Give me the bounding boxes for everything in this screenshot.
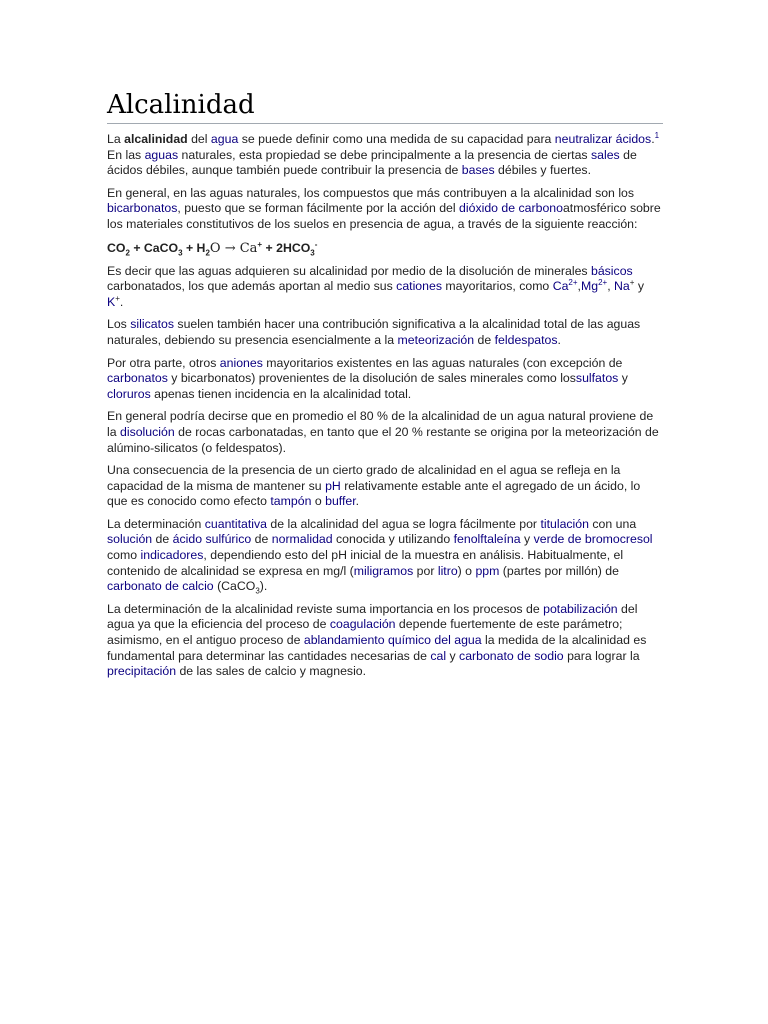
link-silicatos[interactable]: silicatos (130, 317, 174, 332)
page-title: Alcalinidad (107, 88, 663, 124)
text: , dependiendo esto del pH inicial de la muestra en análisis. Habitualmente, el contenido de alcalinidad se expresa en mg/l ( (107, 548, 624, 578)
formula-text: + H (182, 240, 206, 255)
text: . (557, 332, 561, 347)
superscript: 2+ (568, 278, 578, 288)
text: o (311, 494, 326, 509)
text: Una consecuencia de la presencia de un cierto grado de alcalinidad en el agua se refleja en la capacidad de la misma de mantener su (107, 463, 621, 493)
link-cloruros[interactable]: cloruros (107, 386, 151, 401)
text: y (520, 532, 534, 547)
link-coagulacion[interactable]: coagulación (329, 617, 396, 632)
text: . (355, 494, 360, 509)
text: apenas tienen incidencia en la alcalinidad total. (150, 386, 412, 401)
link-dioxido-de-carbono[interactable]: dióxido de carbono (459, 201, 563, 216)
link-feldespatos[interactable]: feldespatos (494, 332, 558, 347)
link-sales[interactable]: sales (591, 147, 620, 162)
link-aniones[interactable]: aniones (219, 355, 263, 370)
text: La (107, 132, 125, 146)
formula-text: O → Ca (209, 240, 258, 256)
reference-link[interactable]: 1 (654, 130, 660, 140)
link-tampon[interactable]: tampón (270, 494, 312, 509)
chemical-equation (107, 240, 663, 257)
text: , (577, 279, 581, 294)
paragraph-aniones (107, 356, 663, 403)
text: depende fuertemente de este parámetro; asimismo, en el antiguo proceso de (107, 617, 623, 648)
text: de rocas carbonatadas, en tanto que el 20 % restante se origina por la meteorización de alúmino-silicatos (o feldespatos). (107, 424, 659, 455)
link-titulacion[interactable]: titulación (540, 516, 589, 531)
link-miligramos[interactable]: miligramos (353, 563, 414, 578)
subscript: 3 (178, 248, 183, 258)
text: con una (588, 516, 637, 531)
formula-text: CO (107, 240, 126, 255)
link-cuantitativa[interactable]: cuantitativa (204, 516, 267, 531)
superscript: + (115, 293, 120, 303)
paragraph-compuestos (107, 186, 663, 233)
text: En general podría decirse que en promedio el 80 % de la alcalinidad de un agua natural proviene de la (107, 409, 654, 439)
text: y (446, 648, 460, 663)
link-cal[interactable]: cal (430, 648, 447, 663)
text: para lograr la (563, 648, 640, 663)
link-bicarbonatos[interactable]: bicarbonatos (107, 201, 178, 216)
link-litro[interactable]: litro (437, 563, 458, 578)
paragraph-promedio (107, 409, 663, 456)
text: de (474, 332, 495, 347)
text: conocida y utilizando (332, 532, 454, 547)
superscript: - (314, 239, 318, 249)
text: carbonatados, los que además aportan al medio sus (107, 279, 397, 294)
paragraph-disolucion (107, 264, 663, 311)
text: se puede definir como una medida de su capacidad para (238, 132, 555, 146)
superscript: + (629, 278, 635, 288)
text: suelen también hacer una contribución significativa a la alcalinidad total de las aguas naturales, debiendo su presencia esencialmente a la (107, 317, 641, 347)
text: atmosférico sobre los materiales constitutivos de los suelos en presencia de agua, a través de la siguiente reacción: (107, 201, 661, 231)
link-potasio[interactable]: K (107, 294, 116, 309)
link-solucion[interactable]: solución (107, 532, 153, 547)
text: y (634, 279, 645, 294)
text: de (152, 532, 173, 547)
text: naturales, esta propiedad se debe principalmente a la presencia de ciertas (178, 147, 591, 162)
subscript: 2 (125, 248, 130, 258)
subscript: 3 (255, 586, 260, 596)
text: . (119, 294, 124, 309)
text: ) o (457, 563, 476, 578)
paragraph-silicatos (107, 317, 663, 348)
text: Es decir que las aguas adquieren su alcalinidad por medio de la disolución de minerales (107, 263, 591, 278)
text: del agua ya que la eficiencia del proceso de (107, 601, 638, 632)
subscript: 2 (205, 248, 210, 258)
text: La determinación de la alcalinidad reviste suma importancia en los procesos de (107, 601, 544, 616)
text: mayoritarios, como (441, 279, 553, 294)
link-agua[interactable]: agua (210, 132, 239, 146)
link-aguas[interactable]: aguas (144, 147, 179, 162)
link-sodio[interactable]: Na (614, 279, 630, 294)
text: de ácidos débiles, aunque también puede contribuir la presencia de (107, 147, 637, 178)
article (107, 88, 663, 680)
link-basicos[interactable]: básicos (590, 263, 633, 278)
link-bases[interactable]: bases (461, 163, 495, 178)
link-ablandamiento-quimico[interactable]: ablandamiento químico del agua (303, 633, 482, 648)
link-carbonato-de-sodio[interactable]: carbonato de sodio (459, 648, 564, 663)
link-sulfatos[interactable]: sulfatos (575, 371, 619, 386)
text: En las (107, 147, 145, 162)
text: de la alcalinidad del agua se logra fácilmente por (266, 516, 541, 531)
text: , (607, 279, 615, 294)
paragraph-determinacion (107, 517, 663, 595)
text: (CaCO (213, 579, 256, 594)
link-neutralizar-acidos[interactable]: neutralizar ácidos (554, 132, 652, 146)
text: En general, en las aguas naturales, los compuestos que más contribuyen a la alcalinidad son los (107, 185, 635, 200)
link-verde-de-bromocresol[interactable]: verde de bromocresol (533, 532, 653, 547)
link-carbonato-de-calcio[interactable]: carbonato de calcio (107, 579, 214, 594)
text: , puesto que se forman fácilmente por la acción del (177, 201, 460, 216)
text: La determinación (107, 516, 205, 531)
superscript: 2+ (598, 278, 608, 288)
paragraph-consecuencia (107, 463, 663, 510)
link-fenolftaleina[interactable]: fenolftaleína (453, 532, 521, 547)
link-meteorizacion[interactable]: meteorización (397, 332, 475, 347)
link-magnesio[interactable]: Mg (580, 279, 599, 294)
text: por (413, 563, 438, 578)
text: mayoritarios existentes en las aguas naturales (con excepción de (262, 355, 623, 370)
superscript: + (257, 239, 263, 249)
link-disolucion[interactable]: disolución (120, 424, 175, 439)
text: débiles y fuertes. (494, 163, 592, 178)
link-ppm[interactable]: ppm (475, 563, 500, 578)
link-buffer[interactable]: buffer (325, 494, 356, 509)
paragraph-definition (107, 132, 663, 179)
link-precipitacion[interactable]: precipitación (107, 664, 177, 679)
link-normalidad[interactable]: normalidad (271, 532, 333, 547)
text: y bicarbonatos) provenientes de la disolución de sales minerales como los (167, 371, 576, 386)
link-calcio[interactable]: Ca (552, 279, 569, 294)
formula-text: + CaCO (129, 240, 179, 255)
paragraph-importancia (107, 602, 663, 680)
text: y (618, 371, 628, 386)
link-indicadores[interactable]: indicadores (140, 548, 204, 563)
text: de las sales de calcio y magnesio. (176, 664, 367, 679)
bold-term: alcalinidad (124, 132, 188, 146)
text: Por otra parte, otros (107, 355, 220, 370)
link-cationes[interactable]: cationes (396, 279, 442, 294)
link-ph[interactable]: pH (325, 478, 341, 493)
text: ). (259, 579, 268, 594)
text: . (651, 132, 655, 146)
text: relativamente estable ante el agregado de un ácido, lo que es conocido como efecto (107, 478, 641, 509)
text: de (251, 532, 272, 547)
text: como (107, 548, 141, 563)
link-carbonatos[interactable]: carbonatos (107, 371, 168, 386)
subscript: 3 (310, 248, 315, 258)
link-acido-sulfurico[interactable]: ácido sulfúrico (172, 532, 252, 547)
link-potabilizacion[interactable]: potabilización (543, 601, 618, 616)
text: Los (107, 317, 131, 332)
text: la medida de la alcalinidad es fundamental para determinar las cantidades necesarias de (107, 633, 647, 663)
text: del (187, 132, 211, 146)
formula-text: + 2HCO (262, 240, 311, 255)
text: (partes por millón) de (499, 563, 619, 578)
